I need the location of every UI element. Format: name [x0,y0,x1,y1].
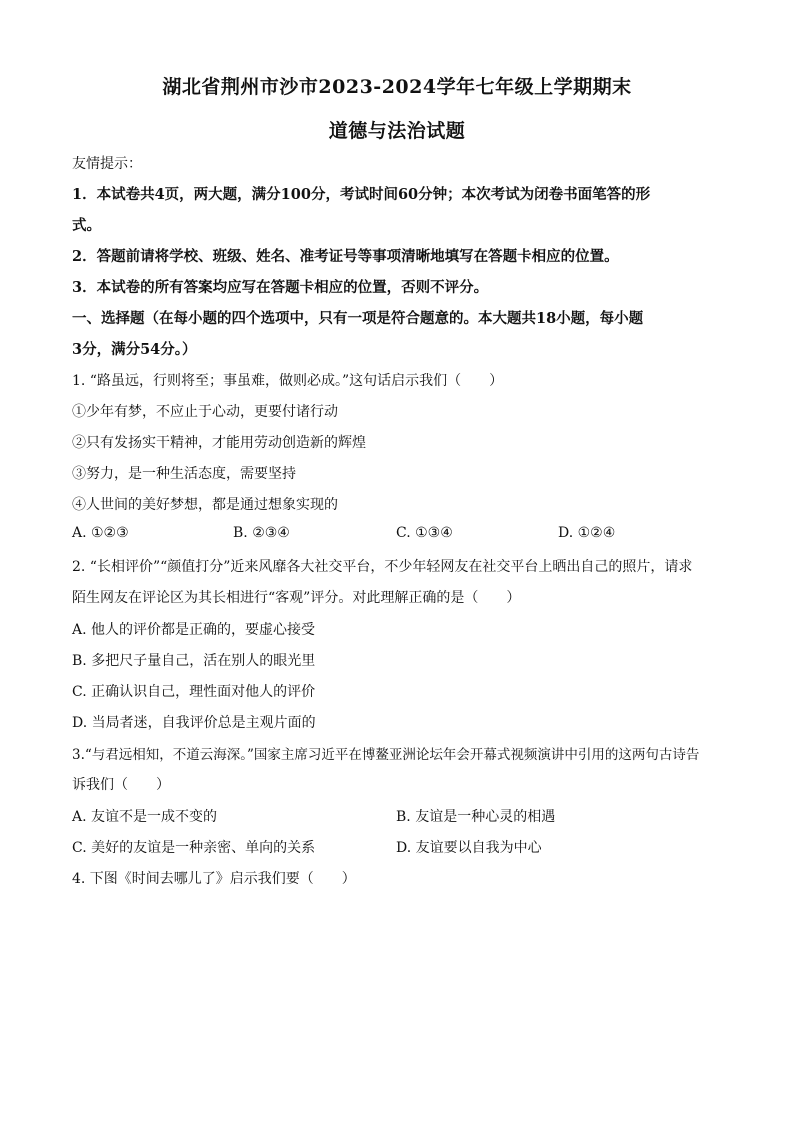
section-heading: 一、选择题（在每小题的四个选项中，只有一项是符合题意的。本大题共18小题，每小题 [72,310,644,327]
question-1-statement: ②只有发扬实干精神，才能用劳动创造新的辉煌 [72,435,366,451]
exam-title: 湖北省荆州市沙市2023-2024学年七年级上学期期末 [162,76,632,98]
question-4-stem: 4. 下图《时间去哪儿了》启示我们要（ ） [72,871,356,887]
question-2-option-c: C. 正确认识自己，理性面对他人的评价 [72,684,316,700]
question-1-option-a: A. ①②③ [72,525,129,541]
tip-line: 1．本试卷共4页，两大题，满分100分，考试时间60分钟；本次考试为闭卷书面笔答的形 [72,186,651,203]
question-2-stem: 陌生网友在评论区为其长相进行“客观”评分。对此理解正确的是（ ） [72,590,521,606]
question-3-option-a: A. 友谊不是一成不变的 [72,809,218,825]
question-1-statement: ④人世间的美好梦想，都是通过想象实现的 [72,497,338,513]
tip-line: 3．本试卷的所有答案均应写在答题卡相应的位置，否则不评分。 [72,279,489,296]
question-1-statement: ①少年有梦，不应止于心动，更要付诸行动 [72,404,338,420]
section-heading: 3分，满分54分。） [72,341,197,358]
question-1-option-c: C. ①③④ [396,525,453,541]
tip-line: 式。 [72,217,101,234]
question-1-stem: 1. “路虽远，行则将至；事虽难，做则必成。”这句话启示我们（ ） [72,373,504,389]
question-2-option-a: A. 他人的评价都是正确的，要虚心接受 [72,622,316,638]
tips-heading: 友情提示： [72,156,142,172]
question-2-option-d: D. 当局者迷，自我评价总是主观片面的 [72,715,316,731]
question-3-option-c: C. 美好的友谊是一种亲密、单向的关系 [72,840,316,856]
question-3-option-b: B. 友谊是一种心灵的相遇 [396,809,556,825]
question-1-option-d: D. ①②④ [558,525,616,541]
question-3-stem: 诉我们（ ） [72,777,170,793]
tip-line: 2．答题前请将学校、班级、姓名、准考证号等事项清晰地填写在答题卡相应的位置。 [72,248,619,265]
question-3-option-d: D. 友谊要以自我为中心 [396,840,542,856]
question-2-stem: 2. “长相评价”“颜值打分”近来风靡各大社交平台，不少年轻网友在社交平台上晒出自己的照片，请求 [72,559,693,575]
question-1-option-b: B. ②③④ [233,525,290,541]
question-2-option-b: B. 多把尺子量自己，活在别人的眼光里 [72,653,316,669]
question-1-statement: ③努力，是一种生活态度，需要坚持 [72,466,296,482]
question-3-stem: 3.“与君远相知，不道云海深。”国家主席习近平在博鳌亚洲论坛年会开幕式视频演讲中引用的这两句古诗告 [72,747,700,763]
exam-subtitle: 道德与法治试题 [328,120,466,142]
